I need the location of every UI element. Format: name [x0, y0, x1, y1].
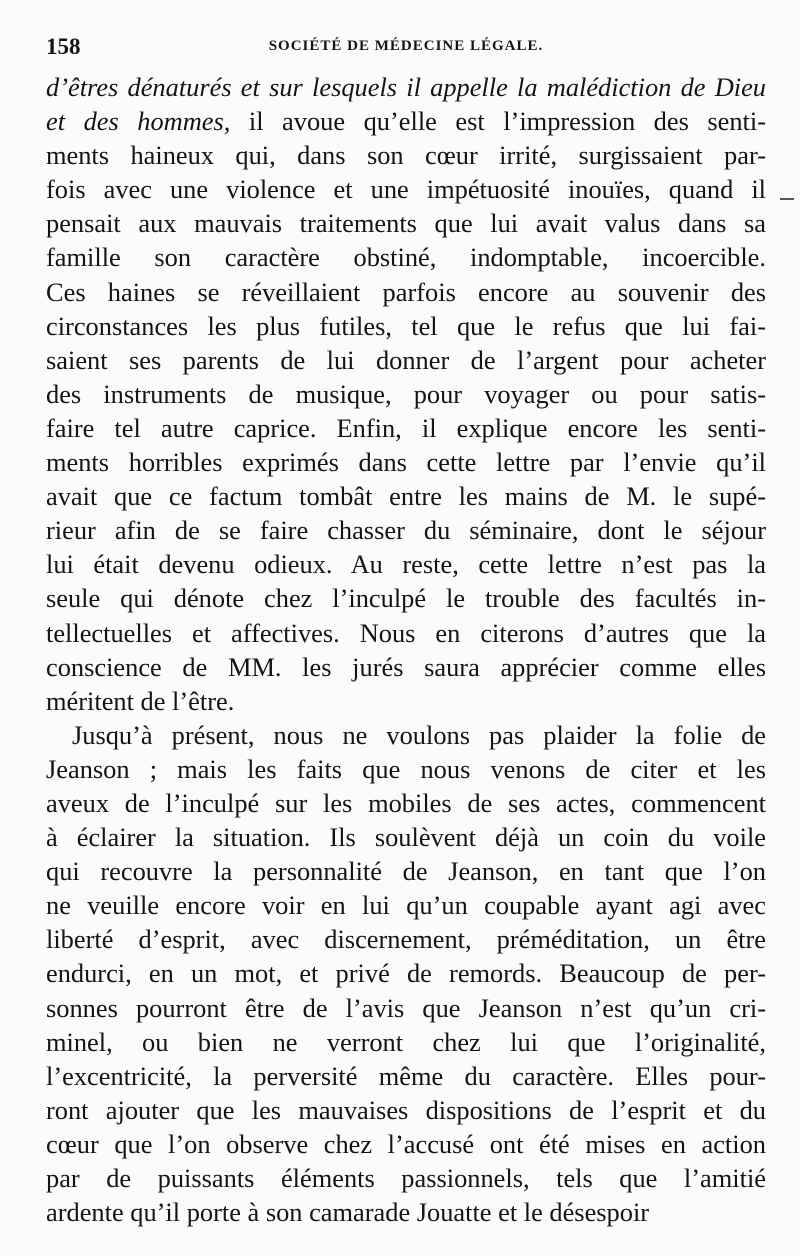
text-line: [46, 309, 766, 343]
line-text: circonstances les plus futiles, tel que le refus que lui fai-: [46, 310, 766, 341]
italic-quote: d’êtres dénaturés et sur lesquels il appelle la malédiction de Dieu: [46, 72, 766, 102]
text-line: [46, 104, 766, 138]
text-line: [46, 581, 766, 615]
line-text: l’excentricité, la perversité même du caractère. Elles pour-: [46, 1060, 766, 1091]
line-text: faire tel autre caprice. Enfin, il explique encore les senti-: [46, 412, 766, 443]
text-line: [46, 684, 766, 718]
text-line: [46, 854, 766, 888]
line-text: ments haineux qui, dans son cœur irrité, surgissaient par-: [46, 140, 766, 171]
page-number: 158: [46, 34, 81, 59]
text-line: [46, 275, 766, 309]
line-text: il avoue qu’elle est l’impression des senti-: [230, 106, 766, 137]
text-line: [46, 513, 766, 547]
paragraph: [46, 718, 766, 1229]
line-text: Ces haines se réveillaient parfois encore au souvenir des: [46, 276, 766, 307]
line-text: ardente qu’il porte à son camarade Jouatte et le désespoir: [46, 1197, 650, 1228]
text-line: [46, 547, 766, 581]
line-text: ront ajouter que les mauvaises dispositions de l’esprit et du: [46, 1094, 766, 1125]
text-line: [46, 820, 766, 854]
text-line: [46, 343, 766, 377]
line-text: par de puissants éléments passionnels, tels que l’amitié: [46, 1163, 766, 1193]
running-head: [46, 30, 766, 70]
text-line: [46, 1059, 766, 1093]
line-text: lui était devenu odieux. Au reste, cette lettre n’est pas la: [46, 549, 766, 580]
line-text: sonnes pourront être de l’avis que Jeanson n’est qu’un cri-: [46, 992, 766, 1023]
text-line: [46, 991, 766, 1025]
line-text: conscience de MM. les jurés saura apprécier comme elles: [46, 651, 766, 682]
margin-mark: [780, 198, 794, 200]
text-line: [46, 206, 766, 240]
text-line: [46, 752, 766, 786]
text-line: [46, 718, 766, 752]
text-line: [46, 411, 766, 445]
text-line: [46, 1093, 766, 1127]
text-line: [46, 1161, 766, 1195]
line-text: saient ses parents de lui donner de l’argent pour acheter: [46, 344, 766, 375]
line-text: Jusqu’à présent, nous ne voulons pas plaider la folie de: [72, 719, 766, 750]
line-text: méritent de l’être.: [46, 685, 235, 716]
body-text: [46, 70, 766, 1229]
text-line: [46, 138, 766, 172]
text-line: [46, 479, 766, 513]
text-line: [46, 1127, 766, 1161]
line-text: famille son caractère obstiné, indomptable, incoercible.: [46, 242, 766, 273]
line-text: qui recouvre la personnalité de Jeanson, en tant que l’on: [46, 856, 766, 887]
line-text: Jeanson ; mais les faits que nous venons de citer et les: [46, 753, 766, 784]
text-line: [46, 650, 766, 684]
line-text: tellectuelles et affectives. Nous en citerons d’autres que la: [46, 617, 766, 648]
line-text: ne veuille encore voir en lui qu’un coupable ayant agi avec: [46, 890, 766, 921]
text-line: [46, 240, 766, 274]
line-text: seule qui dénote chez l’inculpé le trouble des facultés in-: [46, 583, 766, 614]
line-text: cœur que l’on observe chez l’accusé ont été mises en action: [46, 1128, 766, 1159]
text-line: [46, 888, 766, 922]
text-line: [46, 616, 766, 650]
text-line: [46, 377, 766, 411]
line-text: fois avec une violence et une impétuosité inouïes, quand il: [46, 174, 766, 205]
text-line: [46, 956, 766, 990]
running-title: SOCIÉTÉ DE MÉDECINE LÉGALE.: [268, 38, 544, 54]
text-line: [46, 172, 766, 206]
line-text: liberté d’esprit, avec discernement, préméditation, un être: [46, 924, 766, 955]
paragraph: [46, 70, 766, 718]
line-text: à éclairer la situation. Ils soulèvent déjà un coin du voile: [46, 822, 766, 853]
line-text: endurci, en un mot, et privé de remords. Beaucoup de per-: [46, 958, 766, 989]
text-line: [46, 445, 766, 479]
line-text: rieur afin de se faire chasser du séminaire, dont le séjour: [46, 515, 766, 546]
line-text: pensait aux mauvais traitements que lui avait valus dans sa: [46, 208, 766, 239]
line-text: ments horribles exprimés dans cette lettre par l’envie qu’il: [46, 447, 766, 478]
line-text: aveux de l’inculpé sur les mobiles de ses actes, commencent: [46, 787, 766, 818]
italic-quote: et des hommes,: [46, 106, 231, 137]
line-text: avait que ce factum tombât entre les mains de M. le supé-: [46, 481, 766, 512]
line-text: minel, ou bien ne verront chez lui que l’originalité,: [46, 1026, 766, 1057]
text-line: [46, 1195, 766, 1229]
text-line: [46, 70, 766, 104]
text-line: [46, 922, 766, 956]
text-line: [46, 1025, 766, 1059]
text-line: [46, 786, 766, 820]
line-text: des instruments de musique, pour voyager ou pour satis-: [46, 378, 766, 409]
